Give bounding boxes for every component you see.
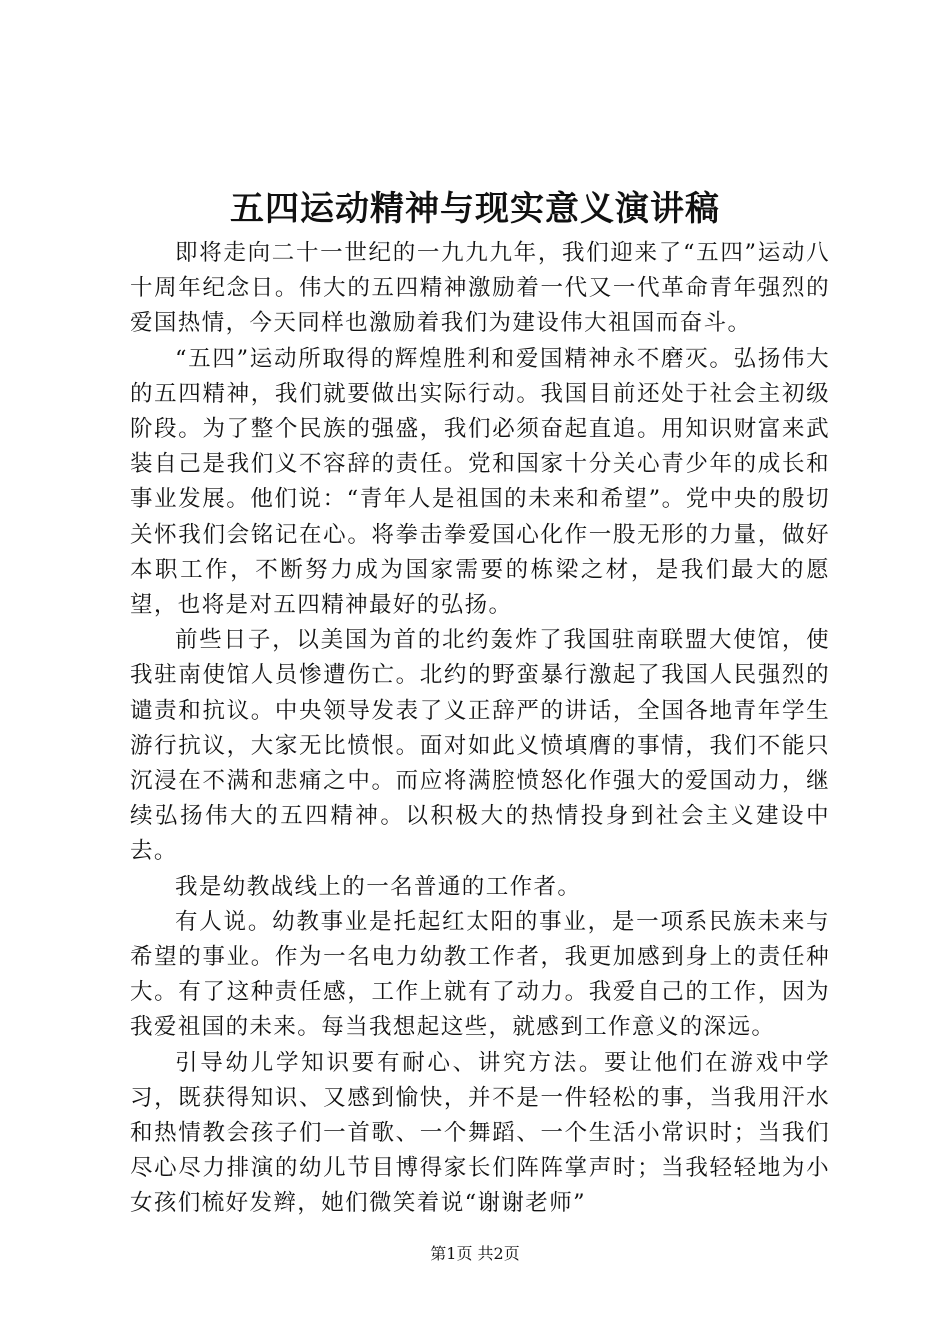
paragraph: 即将走向二十一世纪的一九九九年，我们迎来了“五四”运动八十周年纪念日。伟大的五四精神激励着一代又一代革命青年强烈的爱国热情，今天同样也激励着我们为建设伟大祖国而奋斗。 bbox=[130, 240, 830, 337]
paragraph: 引导幼儿学知识要有耐心、讲究方法。要让他们在游戏中学习，既获得知识、又感到愉快，并不是一件轻松的事，当我用汗水和热情教会孩子们一首歌、一个舞蹈、一个生活小常识时；当我们尽心尽力排演的幼儿节目博得家长们阵阵掌声时；当我轻轻地为小女孩们梳好发辫，她们微笑着说“谢谢老师” bbox=[130, 1049, 830, 1217]
paragraph: 前些日子，以美国为首的北约轰炸了我国驻南联盟大使馆，使我驻南使馆人员惨遭伤亡。北约的野蛮暴行激起了我国人民强烈的谴责和抗议。中央领导发表了义正辞严的讲话，全国各地青年学生游行抗议，大家无比愤恨。面对如此义愤填膺的事情，我们不能只沉浸在不满和悲痛之中。而应将满腔愤怒化作强大的爱国动力，继续弘扬伟大的五四精神。以积极大的热情投身到社会主义建设中去。 bbox=[130, 627, 830, 865]
document-title: 五四运动精神与现实意义演讲稿 bbox=[230, 189, 720, 229]
page-number-footer: 第1页 共2页 bbox=[430, 1244, 520, 1263]
document-body bbox=[130, 236, 830, 1222]
paragraph: 我是幼教战线上的一名普通的工作者。 bbox=[175, 873, 582, 900]
paragraph: 有人说。幼教事业是托起红太阳的事业，是一项系民族未来与希望的事业。作为一名电力幼教工作者，我更加感到身上的责任种大。有了这种责任感，工作上就有了动力。我爱自己的工作，因为我爱祖国的未来。每当我想起这些，就感到工作意义的深远。 bbox=[130, 908, 830, 1041]
paragraph: “五四”运动所取得的辉煌胜利和爱国精神永不磨灭。弘扬伟大的五四精神，我们就要做出实际行动。我国目前还处于社会主初级阶段。为了整个民族的强盛，我们必须奋起直追。用知识财富来武装自己是我们义不容辞的责任。党和国家十分关心青少年的成长和事业发展。他们说：“青年人是祖国的未来和希望”。党中央的殷切关怀我们会铭记在心。将拳击拳爱国心化作一股无形的力量，做好本职工作，不断努力成为国家需要的栋梁之材，是我们最大的愿望，也将是对五四精神最好的弘扬。 bbox=[130, 345, 830, 619]
